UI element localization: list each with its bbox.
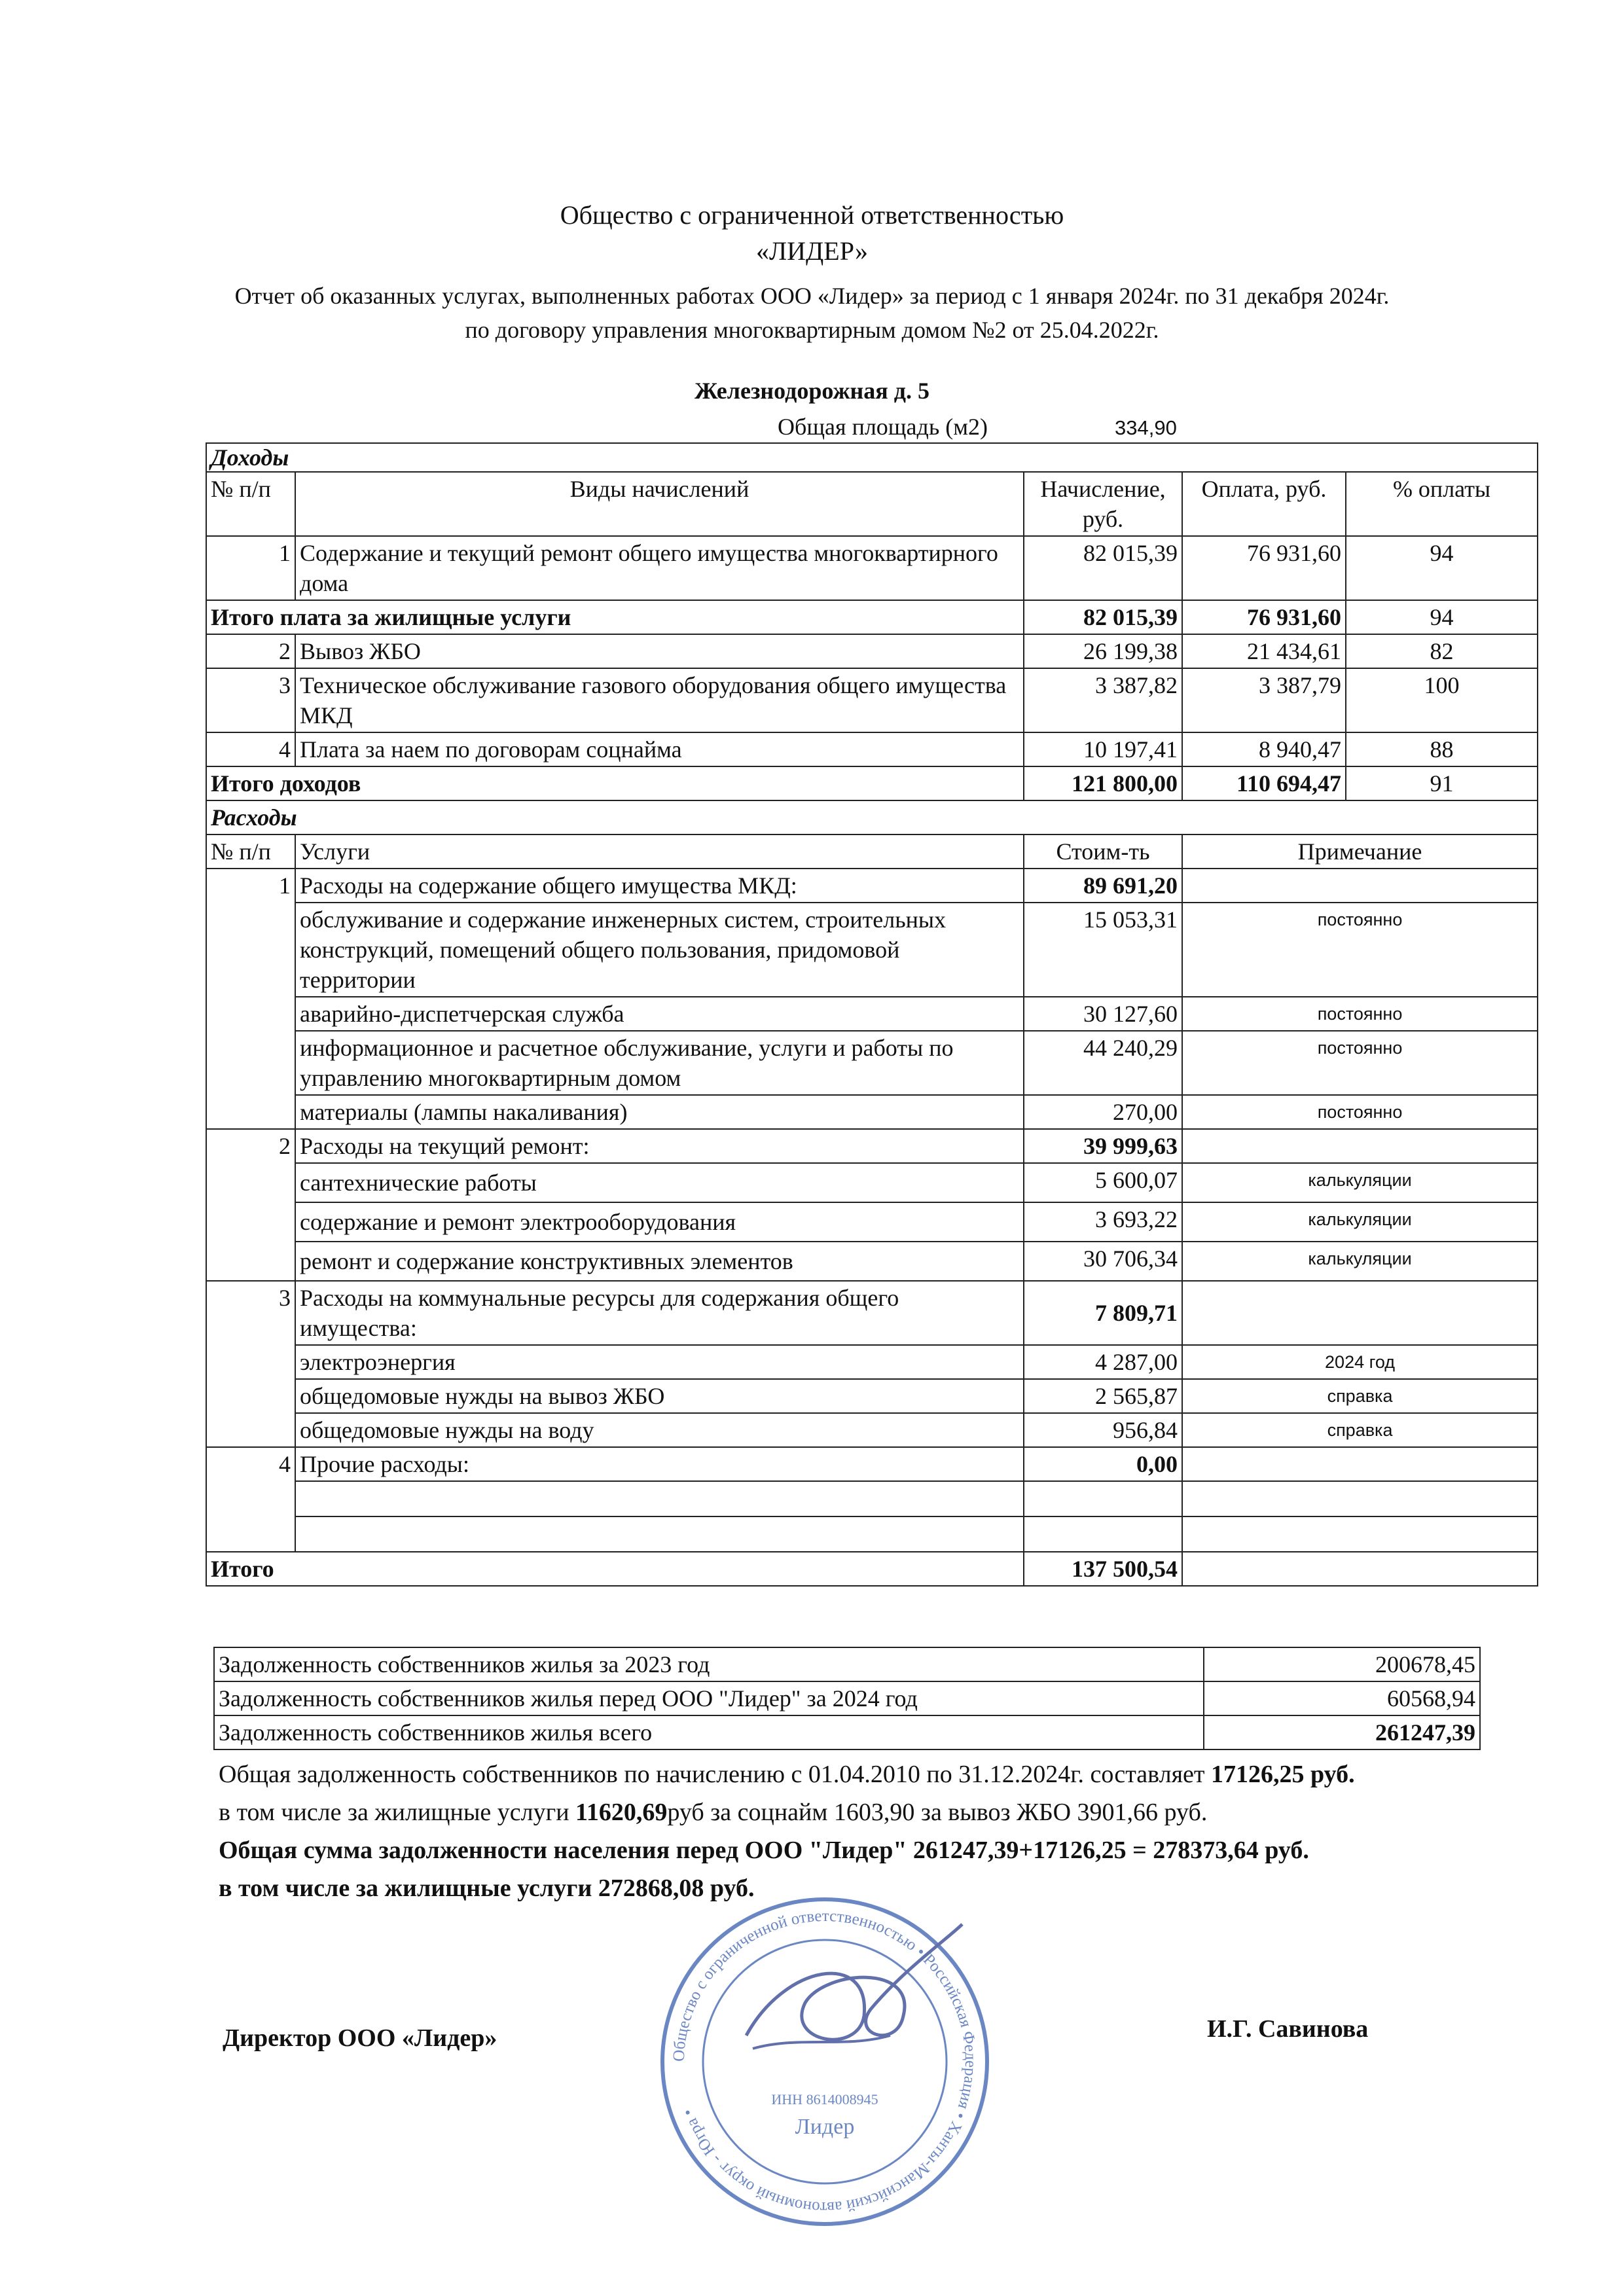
income-total-row	[206, 766, 1538, 800]
row-paid: 76 931,60	[1182, 536, 1346, 600]
item-note: постоянно	[1182, 903, 1538, 997]
expense-item-row	[206, 1413, 1538, 1447]
col-service-header: Услуги	[295, 834, 1024, 869]
summary-text: Общая задолженность собственников по начислению с 01.04.2010 по 31.12.2024г. составляет	[219, 1761, 1212, 1788]
table-row	[214, 1647, 1480, 1681]
report-title: Отчет об оказанных услугах, выполненных работах ООО «Лидер» за период с 1 января 2024г. по 31 декабря 2024г.	[234, 283, 1390, 309]
expense-item-row	[206, 1242, 1538, 1281]
summary-line-2	[219, 1796, 1207, 1829]
item-cost: 3 693,22	[1024, 1202, 1182, 1242]
item-name: содержание и ремонт электрооборудования	[295, 1202, 1024, 1242]
expense-item-row	[206, 1031, 1538, 1095]
group-note	[1182, 1129, 1538, 1163]
col-num-header: № п/п	[206, 472, 295, 536]
group-total: 89 691,20	[1024, 869, 1182, 903]
row-label: Итого доходов	[206, 766, 1024, 800]
table-row	[206, 668, 1538, 732]
row-pct: 94	[1346, 600, 1538, 634]
row-name: Техническое обслуживание газового оборудования общего имущества МКД	[295, 668, 1024, 732]
empty-row	[206, 1516, 1538, 1552]
col-type-header: Виды начислений	[295, 472, 1024, 536]
empty-cell	[1024, 1516, 1182, 1552]
housing-subtotal-row	[206, 600, 1538, 634]
item-note: справка	[1182, 1379, 1538, 1413]
expense-total-row	[206, 1552, 1538, 1586]
group-num: 3	[206, 1281, 295, 1447]
summary-amount: 11620,69	[575, 1799, 668, 1826]
group-total: 0,00	[1024, 1447, 1182, 1481]
row-note	[1182, 1552, 1538, 1586]
row-label: Итого	[206, 1552, 1024, 1586]
debt-table	[213, 1647, 1481, 1750]
empty-cell	[295, 1481, 1024, 1516]
expense-group-row	[206, 1129, 1538, 1163]
table-row	[206, 634, 1538, 668]
expense-item-row	[206, 1202, 1538, 1242]
item-cost: 15 053,31	[1024, 903, 1182, 997]
col-pct-header: % оплаты	[1346, 472, 1538, 536]
report-table	[206, 442, 1538, 1587]
item-name: ремонт и содержание конструктивных элементов	[295, 1242, 1024, 1281]
group-title: Расходы на коммунальные ресурсы для содержания общего имущества:	[295, 1281, 1024, 1345]
row-paid: 3 387,79	[1182, 668, 1346, 732]
company-stamp	[655, 1885, 995, 2238]
group-num: 1	[206, 869, 295, 1129]
row-paid: 110 694,47	[1182, 766, 1346, 800]
expense-item-row	[206, 1095, 1538, 1129]
empty-cell	[295, 1516, 1024, 1552]
item-name: электроэнергия	[295, 1345, 1024, 1379]
row-pct: 91	[1346, 766, 1538, 800]
expense-group-row	[206, 1447, 1538, 1481]
summary-amount: 17126,25 руб.	[1211, 1761, 1355, 1788]
row-num: 3	[206, 668, 295, 732]
col-note-header: Примечание	[1182, 834, 1538, 869]
row-paid: 21 434,61	[1182, 634, 1346, 668]
income-section-title: Доходы	[206, 443, 1538, 472]
row-total: 137 500,54	[1024, 1552, 1182, 1586]
col-paid-header: Оплата, руб.	[1182, 472, 1346, 536]
row-charged: 3 387,82	[1024, 668, 1182, 732]
summary-line-1	[219, 1758, 1355, 1791]
row-pct: 100	[1346, 668, 1538, 732]
row-charged: 82 015,39	[1024, 536, 1182, 600]
expense-section-row	[206, 800, 1538, 834]
item-note: калькуляции	[1182, 1242, 1538, 1281]
item-note: постоянно	[1182, 997, 1538, 1031]
item-cost: 44 240,29	[1024, 1031, 1182, 1095]
summary-line-4: в том числе за жилищные услуги 272868,08 руб.	[219, 1874, 755, 1902]
row-paid: 76 931,60	[1182, 600, 1346, 634]
debt-value: 60568,94	[1204, 1681, 1480, 1715]
group-title: Расходы на текущий ремонт:	[295, 1129, 1024, 1163]
row-charged: 10 197,41	[1024, 732, 1182, 766]
expense-item-row	[206, 997, 1538, 1031]
item-cost: 956,84	[1024, 1413, 1182, 1447]
debt-label: Задолженность собственников жилья за 2023 год	[214, 1647, 1204, 1681]
stamp-inn-text: ИНН 8614008945	[771, 2091, 878, 2108]
expense-item-row	[206, 1379, 1538, 1413]
expense-header-row	[206, 834, 1538, 869]
income-header-row	[206, 472, 1538, 536]
company-name: «ЛИДЕР»	[756, 236, 868, 266]
group-note	[1182, 1447, 1538, 1481]
stamp-ring-text: Общество с ограниченной ответственностью • Российская Федерация • Ханты-Мансийский автономный округ - Югра •	[670, 1907, 980, 2217]
col-num-header: № п/п	[206, 834, 295, 869]
report-contract: по договору управления многоквартирным домом №2 от 25.04.2022г.	[465, 317, 1159, 343]
row-num: 4	[206, 732, 295, 766]
debt-value: 261247,39	[1204, 1715, 1480, 1749]
debt-value: 200678,45	[1204, 1647, 1480, 1681]
row-charged: 121 800,00	[1024, 766, 1182, 800]
director-name: И.Г. Савинова	[1207, 2015, 1369, 2043]
item-cost: 30 127,60	[1024, 997, 1182, 1031]
stamp-outer-ring	[662, 1899, 987, 2224]
group-num: 4	[206, 1447, 295, 1552]
item-cost: 2 565,87	[1024, 1379, 1182, 1413]
item-name: аварийно-диспетчерская служба	[295, 997, 1024, 1031]
area-label: Общая площадь (м2)	[778, 414, 988, 440]
expense-group-row	[206, 869, 1538, 903]
group-title: Расходы на содержание общего имущества МКД:	[295, 869, 1024, 903]
row-charged: 26 199,38	[1024, 634, 1182, 668]
expense-item-row	[206, 1163, 1538, 1202]
expense-item-row	[206, 1345, 1538, 1379]
stamp-inner-ring	[703, 1940, 947, 2183]
group-total: 7 809,71	[1024, 1281, 1182, 1345]
row-pct: 88	[1346, 732, 1538, 766]
table-row	[214, 1715, 1480, 1749]
row-num: 1	[206, 536, 295, 600]
group-num: 2	[206, 1129, 295, 1281]
summary-text: руб за соцнайм 1603,90 за вывоз ЖБО 3901,66 руб.	[667, 1799, 1208, 1826]
debt-label: Задолженность собственников жилья всего	[214, 1715, 1204, 1749]
house-address: Железнодорожная д. 5	[695, 378, 929, 404]
row-name: Плата за наем по договорам соцнайма	[295, 732, 1024, 766]
item-cost: 5 600,07	[1024, 1163, 1182, 1202]
table-row	[206, 732, 1538, 766]
signature-scribble	[746, 1924, 962, 2039]
col-charged-header: Начисление, руб.	[1024, 472, 1182, 536]
item-note: 2024 год	[1182, 1345, 1538, 1379]
item-name: общедомовые нужды на воду	[295, 1413, 1024, 1447]
group-note	[1182, 1281, 1538, 1345]
row-name: Содержание и текущий ремонт общего имущества многоквартирного дома	[295, 536, 1024, 600]
item-name: общедомовые нужды на вывоз ЖБО	[295, 1379, 1024, 1413]
item-note: постоянно	[1182, 1095, 1538, 1129]
empty-cell	[1182, 1516, 1538, 1552]
expense-item-row	[206, 903, 1538, 997]
item-name: материалы (лампы накаливания)	[295, 1095, 1024, 1129]
row-pct: 82	[1346, 634, 1538, 668]
table-row	[214, 1681, 1480, 1715]
expense-group-row	[206, 1281, 1538, 1345]
company-type: Общество с ограниченной ответственностью	[560, 200, 1064, 230]
row-pct: 94	[1346, 536, 1538, 600]
item-note: постоянно	[1182, 1031, 1538, 1095]
income-section-row	[206, 443, 1538, 472]
row-name: Вывоз ЖБО	[295, 634, 1024, 668]
empty-cell	[1024, 1481, 1182, 1516]
item-name: информационное и расчетное обслуживание, услуги и работы по управлению многоквартирным домом	[295, 1031, 1024, 1095]
item-cost: 270,00	[1024, 1095, 1182, 1129]
item-note: справка	[1182, 1413, 1538, 1447]
row-num: 2	[206, 634, 295, 668]
stamp-center-text: Лидер	[795, 2115, 855, 2139]
empty-cell	[1182, 1481, 1538, 1516]
group-title: Прочие расходы:	[295, 1447, 1024, 1481]
debt-label: Задолженность собственников жилья перед ООО "Лидер" за 2024 год	[214, 1681, 1204, 1715]
summary-line-3: Общая сумма задолженности населения перед ООО "Лидер" 261247,39+17126,25 = 278373,64 руб.	[219, 1837, 1309, 1864]
item-note: калькуляции	[1182, 1202, 1538, 1242]
table-row	[206, 536, 1538, 600]
summary-text: в том числе за жилищные услуги	[219, 1799, 576, 1826]
item-note: калькуляции	[1182, 1163, 1538, 1202]
row-label: Итого плата за жилищные услуги	[206, 600, 1024, 634]
expense-section-title: Расходы	[206, 800, 1538, 834]
group-total: 39 999,63	[1024, 1129, 1182, 1163]
area-value: 334,90	[1115, 416, 1177, 439]
item-cost: 4 287,00	[1024, 1345, 1182, 1379]
empty-row	[206, 1481, 1538, 1516]
item-name: сантехнические работы	[295, 1163, 1024, 1202]
col-cost-header: Стоим-ть	[1024, 834, 1182, 869]
item-cost: 30 706,34	[1024, 1242, 1182, 1281]
group-note	[1182, 869, 1538, 903]
row-charged: 82 015,39	[1024, 600, 1182, 634]
row-paid: 8 940,47	[1182, 732, 1346, 766]
director-position: Директор ООО «Лидер»	[223, 2024, 497, 2052]
item-name: обслуживание и содержание инженерных систем, строительных конструкций, помещений общего пользования, придомовой территории	[295, 903, 1024, 997]
